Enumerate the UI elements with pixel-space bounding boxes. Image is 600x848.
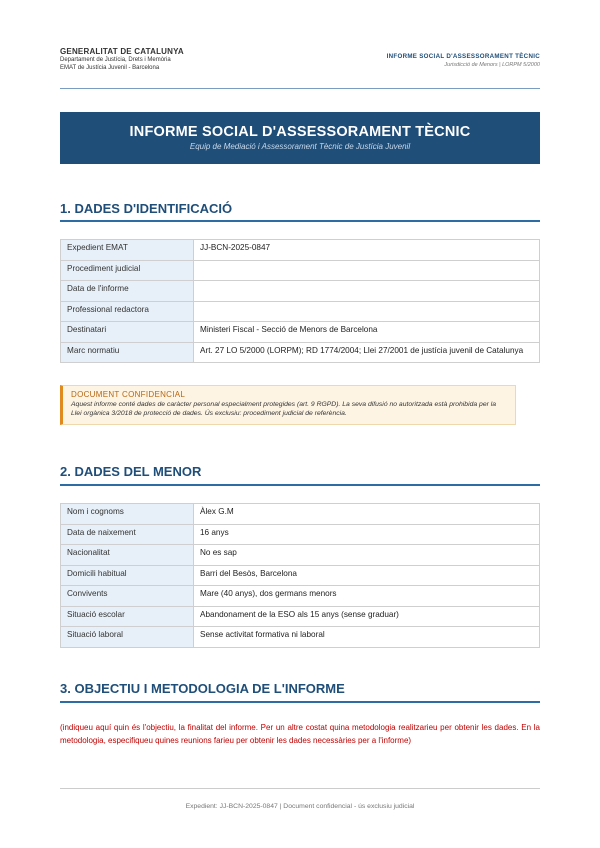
field-value: Art. 27 LO 5/2000 (LORPM); RD 1774/2004; Llei 27/2001 de justícia juvenil de Catalunya <box>194 342 540 363</box>
section-1-title: 1. DADES D'IDENTIFICACIÓ <box>60 201 233 216</box>
table-row <box>61 586 540 607</box>
instructions-text: (indiqueu aquí quin és l'objectiu, la finalitat del informe. Per un altre costat quina metodologia realitzarieu per obtenir les dades. En la metodologia, especifiqueu quines reunions farieu per obtenir les dades necessàries per a l'informe) <box>60 723 540 745</box>
table-row <box>61 565 540 586</box>
field-value: JJ-BCN-2025-0847 <box>194 240 540 261</box>
table-row <box>61 545 540 566</box>
org-department: Departament de Justícia, Drets i Memòria <box>60 57 171 63</box>
table-row <box>61 301 540 322</box>
field-label: Situació escolar <box>61 606 194 627</box>
field-label: Destinatari <box>61 322 194 343</box>
table-row <box>61 260 540 281</box>
minor-data-table <box>60 503 540 648</box>
field-value: 16 anys <box>194 524 540 545</box>
report-subtitle: Equip de Mediació i Assessorament Tècnic de Justícia Juvenil <box>189 142 411 151</box>
field-label: Marc normatiu <box>61 342 194 363</box>
notice-heading: DOCUMENT CONFIDENCIAL <box>71 390 186 399</box>
section-3-divider <box>60 701 540 703</box>
field-label: Situació laboral <box>61 627 194 648</box>
confidential-notice <box>60 385 516 425</box>
field-label: Expedient EMAT <box>61 240 194 261</box>
table-row <box>61 524 540 545</box>
table-row <box>61 281 540 302</box>
field-label: Domicili habitual <box>61 565 194 586</box>
field-value: Abandonament de la ESO als 15 anys (sense graduar) <box>194 606 540 627</box>
report-title: INFORME SOCIAL D'ASSESSORAMENT TÈCNIC <box>129 124 471 140</box>
field-label: Nacionalitat <box>61 545 194 566</box>
title-banner <box>60 112 540 164</box>
section-3-title: 3. OBJECTIU I METODOLOGIA DE L'INFORME <box>60 681 345 696</box>
section-1-divider <box>60 220 540 222</box>
notice-body: Aquest informe conté dades de caràcter personal especialment protegides (art. 9 RGPD). La seva difusió no autoritzada està prohibida per la Llei orgànica 3/2018 de protecció de dades. Ús exclusiu: procediment judicial de referència. <box>71 401 497 417</box>
document-reference <box>387 53 540 68</box>
table-row <box>61 627 540 648</box>
field-value: No es sap <box>194 545 540 566</box>
organization-block <box>60 47 184 72</box>
field-value: Àlex G.M <box>194 504 540 525</box>
section-2-title: 2. DADES DEL MENOR <box>60 464 202 479</box>
table-row <box>61 240 540 261</box>
field-value <box>194 260 540 281</box>
field-value: Mare (40 anys), dos germans menors <box>194 586 540 607</box>
table-row <box>61 342 540 363</box>
field-label: Nom i cognoms <box>61 504 194 525</box>
field-value <box>194 301 540 322</box>
table-row <box>61 322 540 343</box>
org-unit: EMAT de Justícia Juvenil - Barcelona <box>60 65 160 71</box>
table-row <box>61 606 540 627</box>
field-label: Data de l'informe <box>61 281 194 302</box>
footer-divider <box>60 788 540 789</box>
table-row <box>61 504 540 525</box>
org-name: GENERALITAT DE CATALUNYA <box>60 47 184 56</box>
field-value: Ministeri Fiscal - Secció de Menors de Barcelona <box>194 322 540 343</box>
section-2-divider <box>60 484 540 486</box>
header-divider <box>60 88 540 89</box>
header-doc-subtitle: Jurisdicció de Menors | LORPM 5/2000 <box>444 62 540 68</box>
identification-table <box>60 239 540 363</box>
field-label: Professional redactora <box>61 301 194 322</box>
page-footer: Expedient: JJ-BCN-2025-0847 | Document confidencial - ús exclusiu judicial <box>185 803 415 810</box>
field-value: Barri del Besòs, Barcelona <box>194 565 540 586</box>
field-label: Convivents <box>61 586 194 607</box>
field-value <box>194 281 540 302</box>
field-label: Procediment judicial <box>61 260 194 281</box>
field-value: Sense activitat formativa ni laboral <box>194 627 540 648</box>
header-doc-title: INFORME SOCIAL D'ASSESSORAMENT TÈCNIC <box>386 53 540 60</box>
field-label: Data de naixement <box>61 524 194 545</box>
